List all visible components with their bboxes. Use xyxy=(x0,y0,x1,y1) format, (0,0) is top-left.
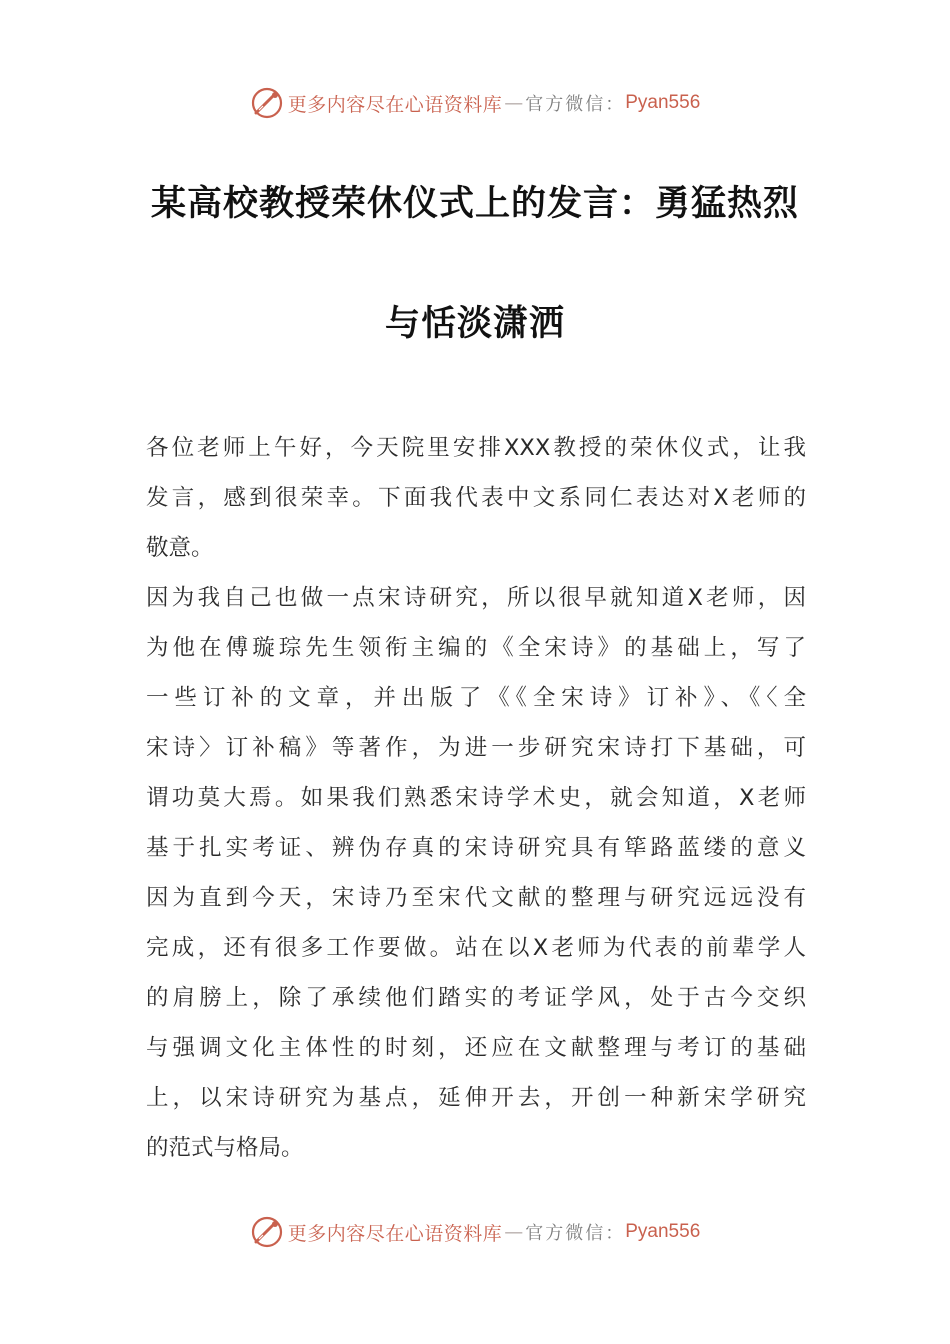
body-line: 谓功莫大焉。如果我们熟悉宋诗学术史，就会知道，X老师 xyxy=(146,785,806,811)
body-line: 的肩膀上，除了承续他们踏实的考证学风，处于古今交织 xyxy=(146,985,806,1011)
body-line: 基于扎实考证、辨伪存真的宋诗研究具有筚路蓝缕的意义 xyxy=(146,835,806,861)
watermark-wechat-id: Pyan556 xyxy=(625,1221,701,1242)
header-watermark xyxy=(0,83,950,123)
pen-circle-logo-icon xyxy=(250,1215,284,1249)
page-title-line-1: 某高校教授荣休仪式上的发言：勇猛热烈 xyxy=(150,183,799,224)
body-line: 为他在傅璇琮先生领衔主编的《全宋诗》的基础上，写了 xyxy=(146,635,806,661)
body-line: 发言，感到很荣幸。下面我代表中文系同仁表达对X老师的 xyxy=(146,485,806,511)
body-line: 与强调文化主体性的时刻，还应在文献整理与考订的基础 xyxy=(146,1035,806,1061)
body-line: 因为我自己也做一点宋诗研究，所以很早就知道X老师，因 xyxy=(146,585,806,611)
body-line: 因为直到今天，宋诗乃至宋代文献的整理与研究远远没有 xyxy=(146,885,806,911)
watermark-dash: — xyxy=(504,92,524,114)
body-line: 宋诗〉订补稿》等著作，为进一步研究宋诗打下基础，可 xyxy=(146,735,806,761)
watermark-wechat-label: 官方微信： xyxy=(525,94,626,115)
body-line: 上，以宋诗研究为基点，延伸开去，开创一种新宋学研究 xyxy=(146,1085,806,1111)
watermark-dash: — xyxy=(504,1221,524,1243)
footer-watermark xyxy=(0,1212,950,1252)
watermark-wechat-label: 官方微信： xyxy=(525,1223,626,1244)
body-line: 各位老师上午好，今天院里安排XXX教授的荣休仪式，让我 xyxy=(146,435,806,461)
page-title-line-2: 与恬淡潇洒 xyxy=(384,303,565,344)
watermark-site-text: 更多内容尽在心语资料库 xyxy=(287,1222,503,1245)
watermark-wechat-id: Pyan556 xyxy=(625,92,701,113)
body-line: 的范式与格局。 xyxy=(146,1135,304,1161)
body-line: 一些订补的文章，并出版了《《全宋诗》订补》、《〈全 xyxy=(146,685,806,711)
watermark-site-text: 更多内容尽在心语资料库 xyxy=(287,93,503,116)
body-line: 完成，还有很多工作要做。站在以X老师为代表的前辈学人 xyxy=(146,935,806,961)
article-body xyxy=(146,423,806,1173)
pen-circle-logo-icon xyxy=(250,86,284,120)
body-line: 敬意。 xyxy=(146,535,214,561)
